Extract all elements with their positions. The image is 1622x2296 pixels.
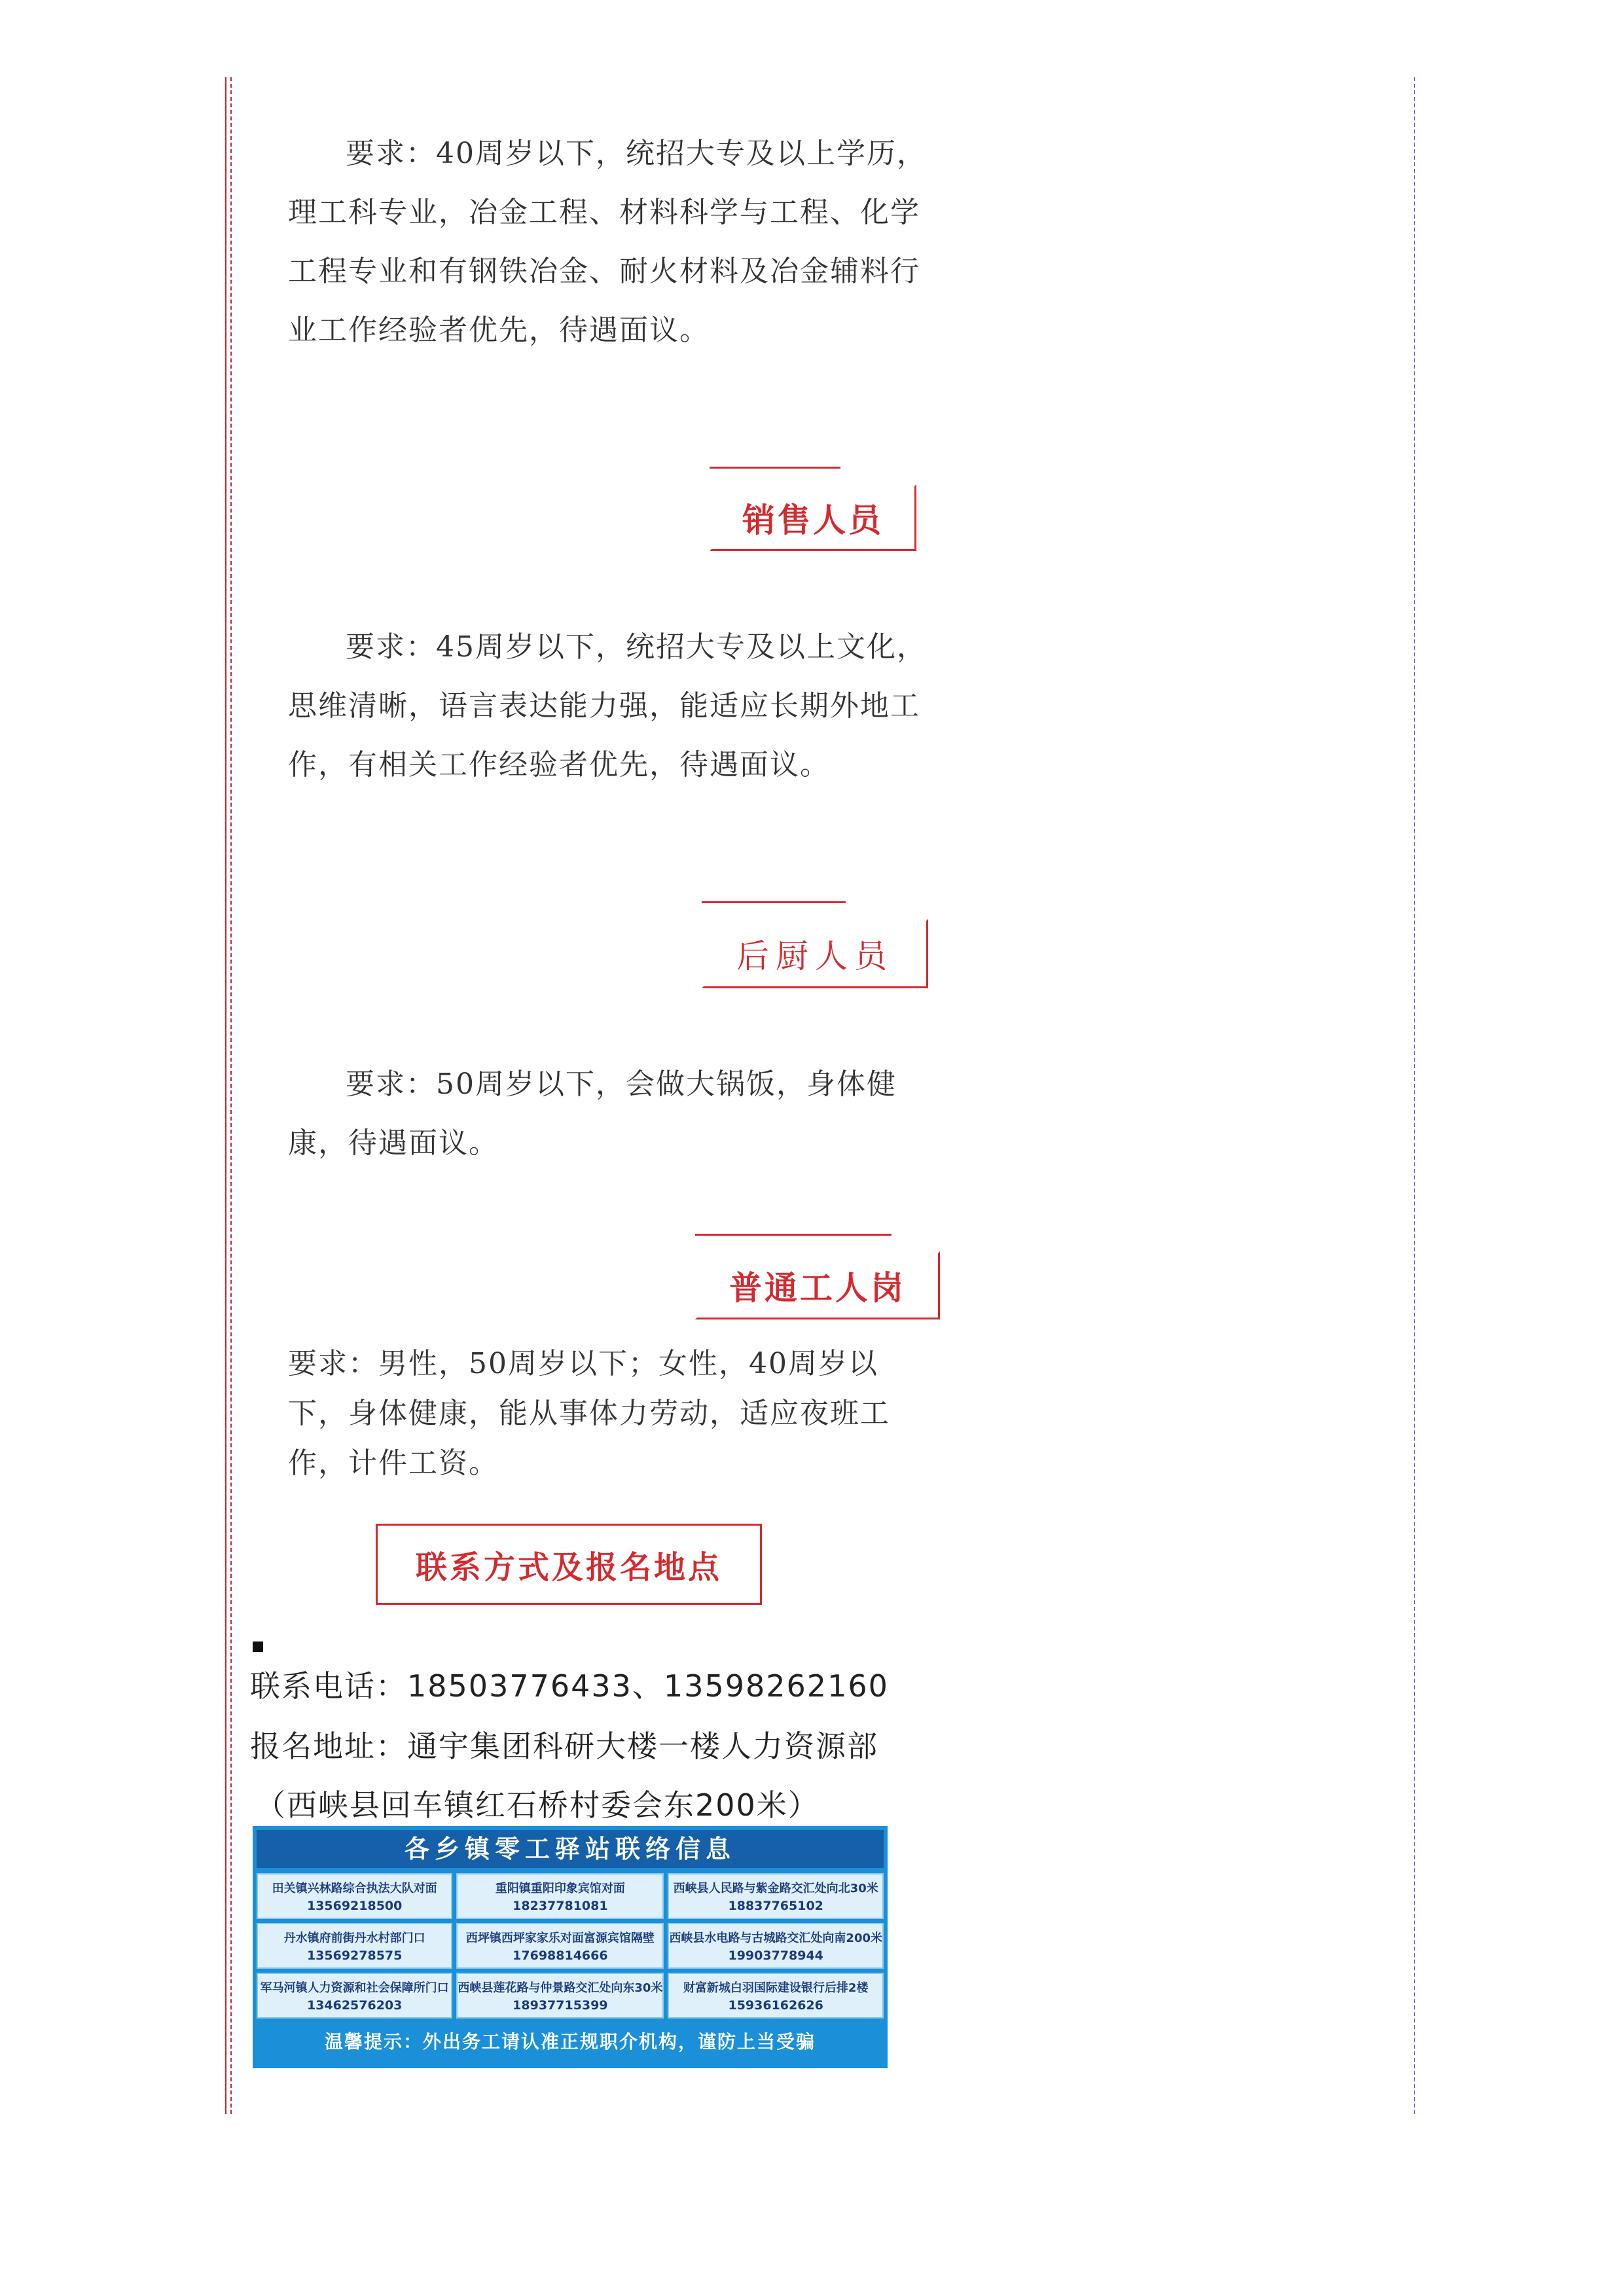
station-location: 西峡县水电路与古城路交汇处向南200米 — [669, 1931, 882, 1945]
station-phone: 17698814666 — [513, 1948, 608, 1963]
station-grid — [257, 1873, 884, 2018]
station-cell — [257, 1973, 452, 2018]
heading-decoration — [702, 901, 846, 903]
general-worker-requirement-text: 要求：男性，50周岁以下；女性，40周岁以下，身体健康，能从事体力劳动，适应夜班工作，计件工资。 — [288, 1347, 890, 1480]
station-location: 西坪镇西坪家家乐对面富源宾馆隔壁 — [465, 1931, 655, 1945]
station-location: 财富新城白羽国际建设银行后排2楼 — [683, 1981, 869, 1995]
tech-requirement-text: 要求：40周岁以下，统招大专及以上学历，理工科专业，冶金工程、材料科学与工程、化学工程专业和有钢铁冶金、耐火材料及冶金辅料行业工作经验者优先，待遇面议。 — [288, 137, 927, 347]
poster-tip: 温馨提示：外出务工请认准正规职介机构，谨防上当受骗 — [324, 2031, 816, 2053]
station-location: 西峡县人民路与紫金路交汇处向北30米 — [673, 1882, 878, 1895]
kitchen-heading-label: 后厨人员 — [736, 937, 893, 975]
station-cell — [456, 1973, 664, 2018]
contact-address: 报名地址：通宇集团科研大楼一楼人力资源部 — [250, 1729, 878, 1764]
station-phone: 15936162626 — [728, 1998, 823, 2013]
station-cell — [257, 1873, 452, 1919]
poster-title: 各乡镇零工驿站联络信息 — [257, 1830, 884, 1868]
station-location: 丹水镇府前街丹水村部门口 — [283, 1931, 425, 1945]
right-margin-line — [1414, 77, 1415, 2114]
station-phone: 18237781081 — [513, 1899, 608, 1913]
sales-heading — [710, 484, 916, 551]
station-phone: 13462576203 — [306, 1998, 403, 2013]
contact-address-note: （西峡县回车镇红石桥村委会东200米） — [255, 1787, 820, 1823]
station-cell — [668, 1973, 884, 2018]
station-location: 军马河镇人力资源和社会保障所门口 — [260, 1981, 449, 1995]
station-location: 西峡县莲花路与仲景路交汇处向东30米 — [458, 1981, 663, 1995]
kitchen-heading — [702, 919, 928, 988]
general-worker-heading-label: 普通工人岗 — [729, 1269, 906, 1307]
station-phone: 18937715399 — [513, 1998, 608, 2013]
heading-decoration — [695, 1234, 892, 1236]
contact-heading-label: 联系方式及报名地点 — [415, 1549, 722, 1586]
station-cell — [668, 1923, 884, 1969]
kitchen-requirement-text: 要求：50周岁以下，会做大锅饭，身体健康，待遇面议。 — [288, 1067, 897, 1160]
sales-heading-label: 销售人员 — [742, 501, 884, 539]
station-phone: 18837765102 — [728, 1899, 823, 1913]
sales-requirement-text: 要求：45周岁以下，统招大专及以上文化，思维清晰，语言表达能力强，能适应长期外地工作，有相关工作经验者优先，待遇面议。 — [288, 630, 927, 781]
station-phone: 13569278575 — [306, 1948, 403, 1963]
station-phone: 13569218500 — [306, 1899, 403, 1913]
left-margin-line — [225, 77, 232, 2114]
station-cell — [456, 1873, 664, 1919]
contact-phone: 联系电话：18503776433、13598262160 — [250, 1668, 889, 1704]
heading-decoration — [710, 467, 840, 469]
contact-heading — [376, 1524, 762, 1605]
station-location: 重阳镇重阳印象宾馆对面 — [495, 1882, 625, 1895]
station-location: 田关镇兴林路综合执法大队对面 — [272, 1882, 437, 1895]
station-cell — [257, 1923, 452, 1969]
station-cell — [456, 1923, 664, 1969]
station-info-poster — [253, 1826, 888, 2068]
station-cell — [668, 1873, 884, 1919]
general-worker-heading — [695, 1251, 940, 1319]
bullet-icon — [253, 1641, 263, 1652]
station-phone: 19903778944 — [728, 1948, 823, 1963]
